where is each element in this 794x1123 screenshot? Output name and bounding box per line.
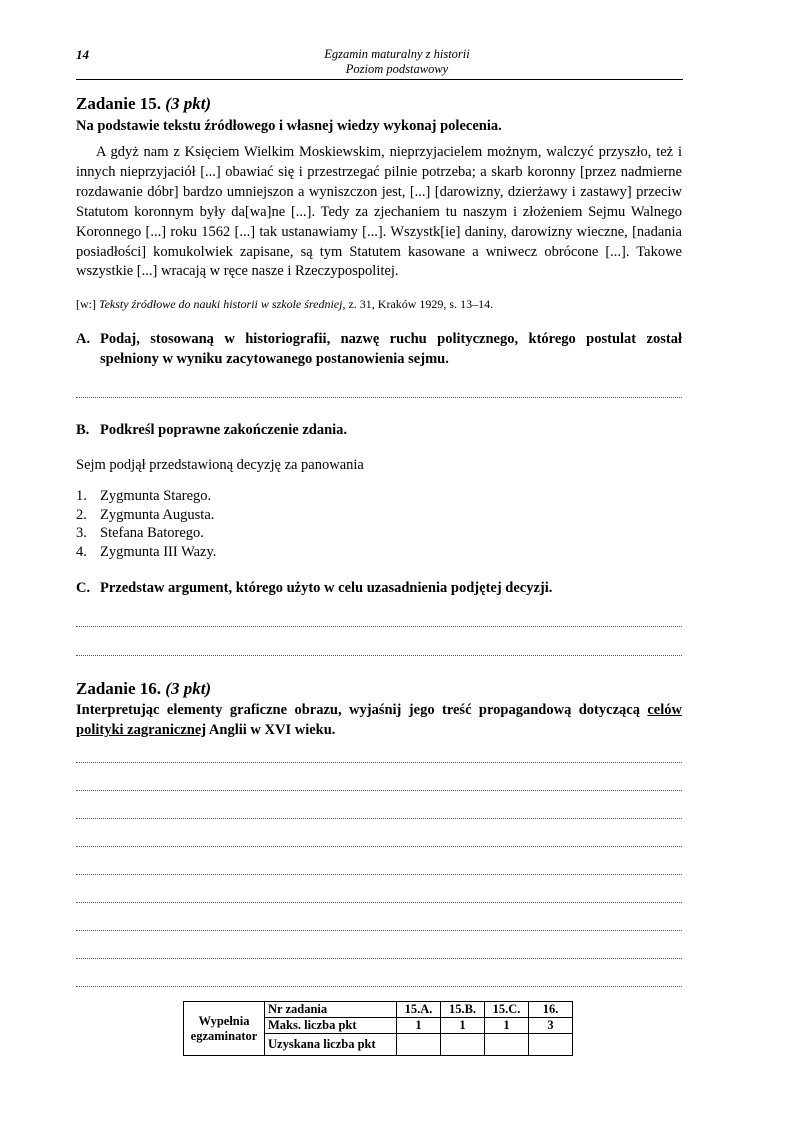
examiner-label [184,1002,265,1056]
task15-points: (3 pkt) [165,94,212,113]
answer-line-16-6[interactable] [76,902,682,903]
task16-points: (3 pkt) [165,679,212,698]
question-15b-label: B. [76,422,90,438]
obtained-points-cell[interactable] [529,1034,573,1056]
task16-instruction-underlined: celów polityki zagranicznej [76,702,682,738]
task-number-cell: 15.B. [441,1002,485,1018]
answer-line-16-2[interactable] [76,790,682,791]
task16-instruction-part2: Anglii w XVI wieku. [206,722,336,738]
task16-title-text: Zadanie 16. [76,679,162,698]
source-suffix: , z. 31, Kraków 1929, s. 13–14. [342,297,494,311]
row-label-obtained-points: Uzyskana liczba pkt [265,1034,397,1056]
max-points-cell: 3 [529,1018,573,1034]
option-text: Zygmunta Starego. [100,488,212,504]
task16-instruction [76,700,682,740]
option-number: 1. [76,488,87,504]
header-exam-title: Egzamin maturalny z historii [324,47,470,61]
task-number-cell: 16. [529,1002,573,1018]
examiner-label-line2: egzaminator [190,1028,258,1043]
examiner-label-line1: Wypełnia [198,1013,250,1028]
task15-title-text: Zadanie 15. [76,94,162,113]
task16-title [76,679,211,699]
answer-line-16-8[interactable] [76,958,682,959]
answer-line-16-9[interactable] [76,986,682,987]
row-label-task-number: Nr zadania [265,1002,397,1018]
obtained-points-cell[interactable] [485,1034,529,1056]
obtained-points-cell[interactable] [441,1034,485,1056]
score-table [183,1001,573,1056]
question-15a-label: A. [76,331,91,347]
option-number: 3. [76,525,87,541]
task16-instruction-part1: Interpretując elementy graficzne obrazu, wyjaśnij jego treść propagandową dotyczącą [76,702,640,718]
question-15c [76,579,682,599]
question-15c-label: C. [76,580,91,596]
source-citation [76,297,493,312]
source-title: Teksty źródłowe do nauki historii w szkole średniej [99,297,343,311]
question-15c-text: Przedstaw argument, którego użyto w celu uzasadnienia podjętej decyzji. [100,580,553,596]
question-15a-text: Podaj, stosowaną w historiografii, nazwę ruchu politycznego, którego postulat został spełniony w wyniku zacytowanego postanowienia sejmu. [100,331,682,367]
option-text: Zygmunta Augusta. [100,506,215,523]
max-points-cell: 1 [397,1018,441,1034]
page-number: 14 [76,47,89,62]
option-number: 2. [76,506,87,523]
header-rule [76,79,683,80]
option-text: Zygmunta III Wazy. [100,543,217,560]
task-number-cell: 15.C. [485,1002,529,1018]
question-15a [76,330,682,369]
answer-line-16-3[interactable] [76,818,682,819]
answer-line-15c-1[interactable] [76,626,682,627]
task15-instruction: Na podstawie tekstu źródłowego i własnej wiedzy wykonaj polecenia. [76,118,502,134]
task-number-cell: 15.A. [397,1002,441,1018]
max-points-cell: 1 [441,1018,485,1034]
row-label-max-points: Maks. liczba pkt [265,1018,397,1034]
answer-line-16-4[interactable] [76,846,682,847]
answer-line-16-5[interactable] [76,874,682,875]
question-15b [76,421,682,441]
answer-line-16-1[interactable] [76,762,682,763]
max-points-cell: 1 [485,1018,529,1034]
answer-line-16-7[interactable] [76,930,682,931]
answer-line-15a[interactable] [76,397,682,398]
task15-title [76,94,211,114]
answer-line-15c-2[interactable] [76,655,682,656]
question-15b-text: Podkreśl poprawne zakończenie zdania. [100,422,348,438]
option-text: Stefana Batorego. [100,525,204,541]
source-prefix: [w:] [76,297,99,311]
question-15b-stem: Sejm podjął przedstawioną decyzję za panowania [76,457,364,473]
option-number: 4. [76,543,87,560]
obtained-points-cell[interactable] [397,1034,441,1056]
running-header [200,47,594,77]
header-level: Poziom podstawowy [345,62,449,76]
source-quote: A gdyż nam z Księciem Wielkim Moskiewskim, nieprzyjacielem możnym, walczyć przyszło, też i innych nieprzyjaciół [...] obawiać się i przestrzegać pilnie potrzeba; a skarb koronny [przez nadmierne rozdawanie dóbr] bardzo umniejszon a wyniszczon jest, [...] [darowizny, dzierżawy i zastawy] przeciw Statutom koronnym były da[wa]ne [...]. Tedy za zjechaniem tu naszym i złożeniem Sejmu Walnego Koronnego [...] roku 1562 [...] tak ustanawiamy [...]. Wszystk[ie] daniny, darowizny wieczne, [nadania posiadłości] komukolwiek zapisane, są tym Statutem kasowane a wniwecz obrócone [...]. Takowe wszystkie [...] wracają w ręce nasze i Rzeczypospolitej. [76,144,682,280]
